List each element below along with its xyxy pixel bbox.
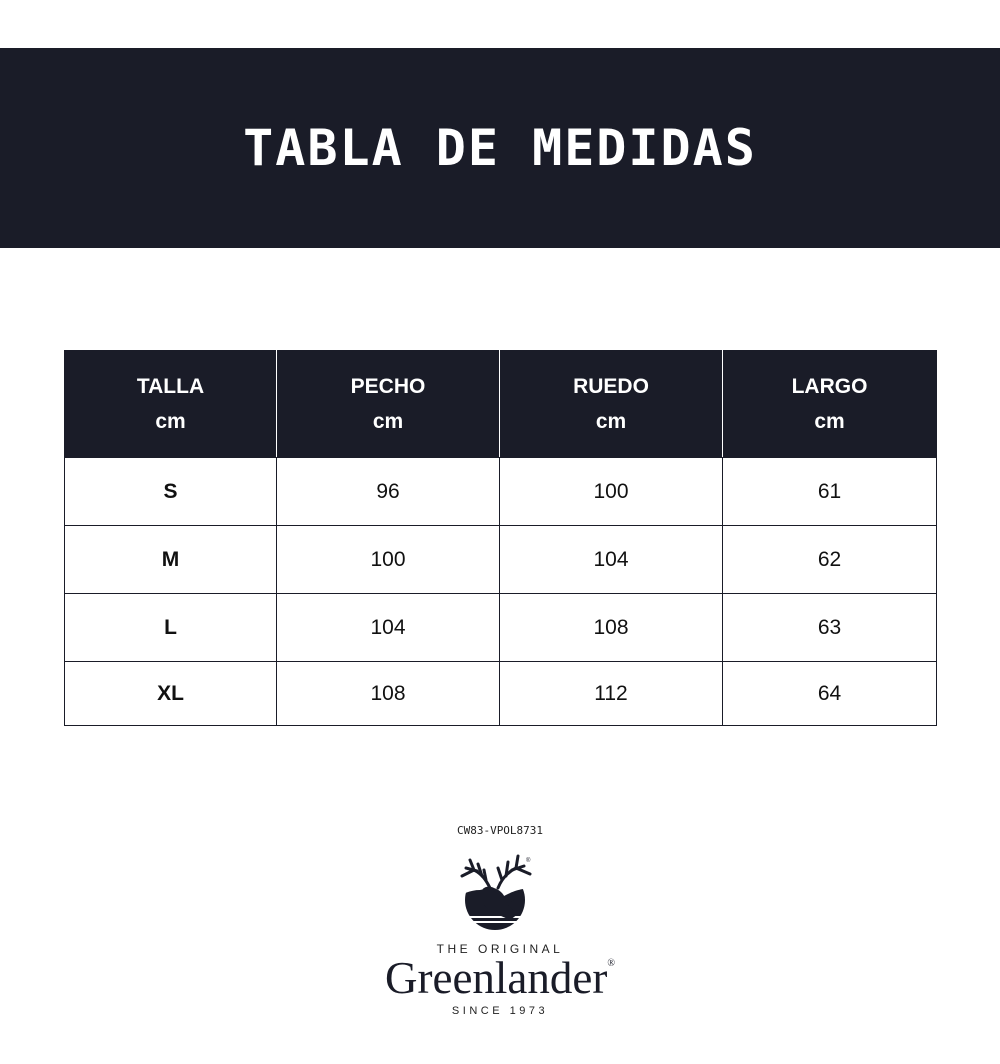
column-header-label: PECHO [350, 375, 426, 398]
table-row [65, 458, 937, 526]
column-header-pecho [277, 351, 500, 458]
svg-text:®: ® [526, 858, 531, 864]
size-cell: S [65, 458, 277, 526]
brand-tagline-bottom: SINCE 1973 [451, 1005, 549, 1017]
brand-name-text: Greenlander [385, 953, 608, 1003]
sku-code: CW83-VPOL8731 [456, 824, 544, 837]
largo-cell: 61 [723, 458, 937, 526]
ruedo-cell: 104 [500, 526, 723, 594]
table-row [65, 526, 937, 594]
ruedo-cell: 108 [500, 594, 723, 662]
pecho-cell: 108 [277, 662, 500, 726]
ruedo-cell: 100 [500, 458, 723, 526]
size-cell: L [65, 594, 277, 662]
pecho-cell: 104 [277, 594, 500, 662]
table-row [65, 594, 937, 662]
column-header-ruedo [500, 351, 723, 458]
registered-mark: ® [607, 958, 615, 969]
ruedo-cell: 112 [500, 662, 723, 726]
column-header-talla [65, 351, 277, 458]
table-row [65, 662, 937, 726]
size-cell: M [65, 526, 277, 594]
column-header-unit: cm [372, 410, 404, 433]
brand-tagline-top: THE ORIGINAL [436, 942, 564, 956]
pecho-cell: 96 [277, 458, 500, 526]
brand-name [0, 952, 1000, 1004]
column-header-largo [723, 351, 937, 458]
column-header-label: LARGO [791, 375, 868, 398]
table-header-row [65, 351, 937, 458]
column-header-label: TALLA [136, 375, 205, 398]
deer-logo-icon [452, 850, 540, 932]
page-title: TABLA DE MEDIDAS [243, 119, 757, 177]
column-header-unit: cm [595, 410, 627, 433]
title-banner [0, 48, 1000, 248]
largo-cell: 64 [723, 662, 937, 726]
column-header-label: RUEDO [573, 375, 649, 398]
size-chart-table [64, 350, 937, 726]
size-cell: XL [65, 662, 277, 726]
largo-cell: 63 [723, 594, 937, 662]
pecho-cell: 100 [277, 526, 500, 594]
column-header-unit: cm [814, 410, 845, 433]
largo-cell: 62 [723, 526, 937, 594]
column-header-unit: cm [155, 410, 186, 433]
